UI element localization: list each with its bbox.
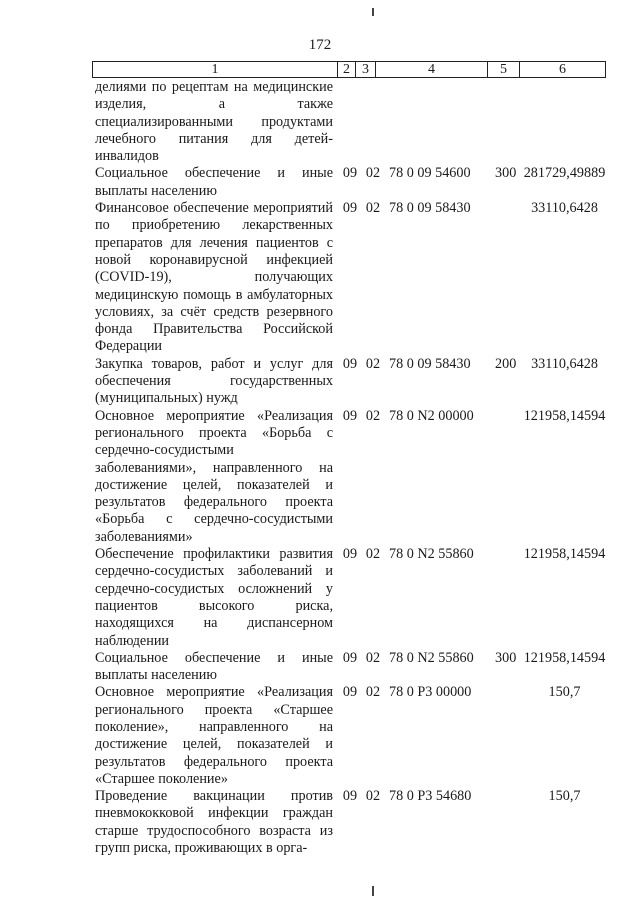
row-section: 09	[342, 407, 358, 424]
row-amount: 150,7	[548, 788, 581, 805]
table-row	[95, 546, 610, 650]
row-expense-type	[495, 684, 519, 788]
row-target-code	[383, 79, 495, 165]
row-expense-type	[495, 200, 519, 356]
row-expense-type: 300	[495, 165, 517, 182]
row-expense-type	[495, 546, 519, 650]
row-expense-type: 300	[495, 649, 517, 666]
row-amount: 33110,6428	[531, 355, 598, 372]
table-row	[95, 684, 610, 788]
row-target-code: 78 0 N2 00000	[389, 407, 474, 424]
row-name: Закупка товаров, работ и услуг для обеспечения государственных (муниципальных) нужд	[95, 355, 333, 407]
row-amount: 33110,6428	[531, 200, 598, 217]
table-header	[92, 61, 606, 78]
row-section: 09	[342, 684, 358, 701]
row-section: 09	[342, 355, 358, 372]
row-name: делиями по рецептам на медицинские изделия, а также специализированными продуктами лечебного питания для детей-инвалидов	[95, 79, 333, 165]
row-amount	[519, 79, 610, 165]
row-expense-type	[495, 79, 519, 165]
table-row	[95, 408, 610, 546]
row-subsection: 02	[365, 788, 381, 805]
page-edge-mark-bottom	[372, 886, 374, 896]
header-col-1: 1	[93, 62, 338, 77]
row-subsection: 02	[365, 684, 381, 701]
row-name: Обеспечение профилактики развития сердечно-сосудистых заболеваний и сердечно-сосудистых осложнений у пациентов высокого риска, находящихся на диспансерном наблюдении	[95, 546, 333, 649]
row-target-code: 78 0 N2 55860	[389, 649, 474, 666]
table-row	[95, 650, 610, 685]
row-amount: 121958,14594	[523, 649, 606, 666]
row-subsection: 02	[365, 649, 381, 666]
row-section: 09	[342, 200, 358, 217]
row-subsection: 02	[365, 165, 381, 182]
row-section: 09	[342, 165, 358, 182]
row-amount: 150,7	[548, 684, 581, 701]
row-section	[337, 79, 363, 165]
page-edge-mark-top	[372, 8, 374, 16]
table-row	[95, 79, 610, 165]
row-target-code: 78 0 09 58430	[389, 200, 471, 217]
row-name: Проведение вакцинации против пневмококковой инфекции граждан старше трудоспособного возраста из групп риска, проживающих в орга-	[95, 788, 333, 857]
row-subsection: 02	[365, 546, 381, 563]
table-row	[95, 165, 610, 200]
row-subsection: 02	[365, 407, 381, 424]
table-row	[95, 356, 610, 408]
row-subsection: 02	[365, 355, 381, 372]
header-col-4: 4	[376, 62, 488, 77]
row-section: 09	[342, 788, 358, 805]
row-expense-type: 200	[495, 355, 517, 372]
row-target-code: 78 0 09 54600	[389, 165, 471, 182]
row-subsection	[363, 79, 383, 165]
row-name: Основное мероприятие «Реализация регионального проекта «Старшее поколение», направленного на достижение целей, показателей и результатов федерального проекта «Старшее поколение»	[95, 684, 333, 787]
row-name: Социальное обеспечение и иные выплаты населению	[95, 649, 333, 684]
row-target-code: 78 0 P3 00000	[389, 684, 472, 701]
row-name: Основное мероприятие «Реализация регионального проекта «Борьба с сердечно-сосудистыми заболеваниями», направленного на достижение целей, показателей и результатов федерального проекта «Борьба с сердечно-сосудистыми заболеваниями»	[95, 407, 333, 545]
header-col-5: 5	[488, 62, 520, 77]
table-row	[95, 200, 610, 356]
row-amount: 121958,14594	[523, 407, 606, 424]
table-row	[95, 788, 610, 857]
row-target-code: 78 0 P3 54680	[389, 788, 472, 805]
row-target-code: 78 0 N2 55860	[389, 546, 474, 563]
row-expense-type	[495, 788, 519, 857]
row-section: 09	[342, 546, 358, 563]
row-expense-type	[495, 408, 519, 546]
row-name: Социальное обеспечение и иные выплаты населению	[95, 165, 333, 199]
row-amount: 121958,14594	[523, 546, 606, 563]
row-target-code: 78 0 09 58430	[389, 355, 471, 372]
header-col-3: 3	[356, 62, 376, 77]
row-subsection: 02	[365, 200, 381, 217]
header-col-6: 6	[559, 62, 566, 77]
row-name: Финансовое обеспечение мероприятий по приобретению лекарственных препаратов для лечения пациентов с новой коронавирусной инфекцией (COVID-19), получающих медицинскую помощь в амбулаторных условиях, за счёт средств резервного фонда Правительства Российской Федерации	[95, 200, 333, 355]
row-amount: 281729,49889	[523, 165, 606, 182]
table-body	[95, 79, 610, 857]
header-col-2: 2	[338, 62, 356, 77]
row-section: 09	[342, 649, 358, 666]
page-number: 172	[308, 37, 332, 53]
